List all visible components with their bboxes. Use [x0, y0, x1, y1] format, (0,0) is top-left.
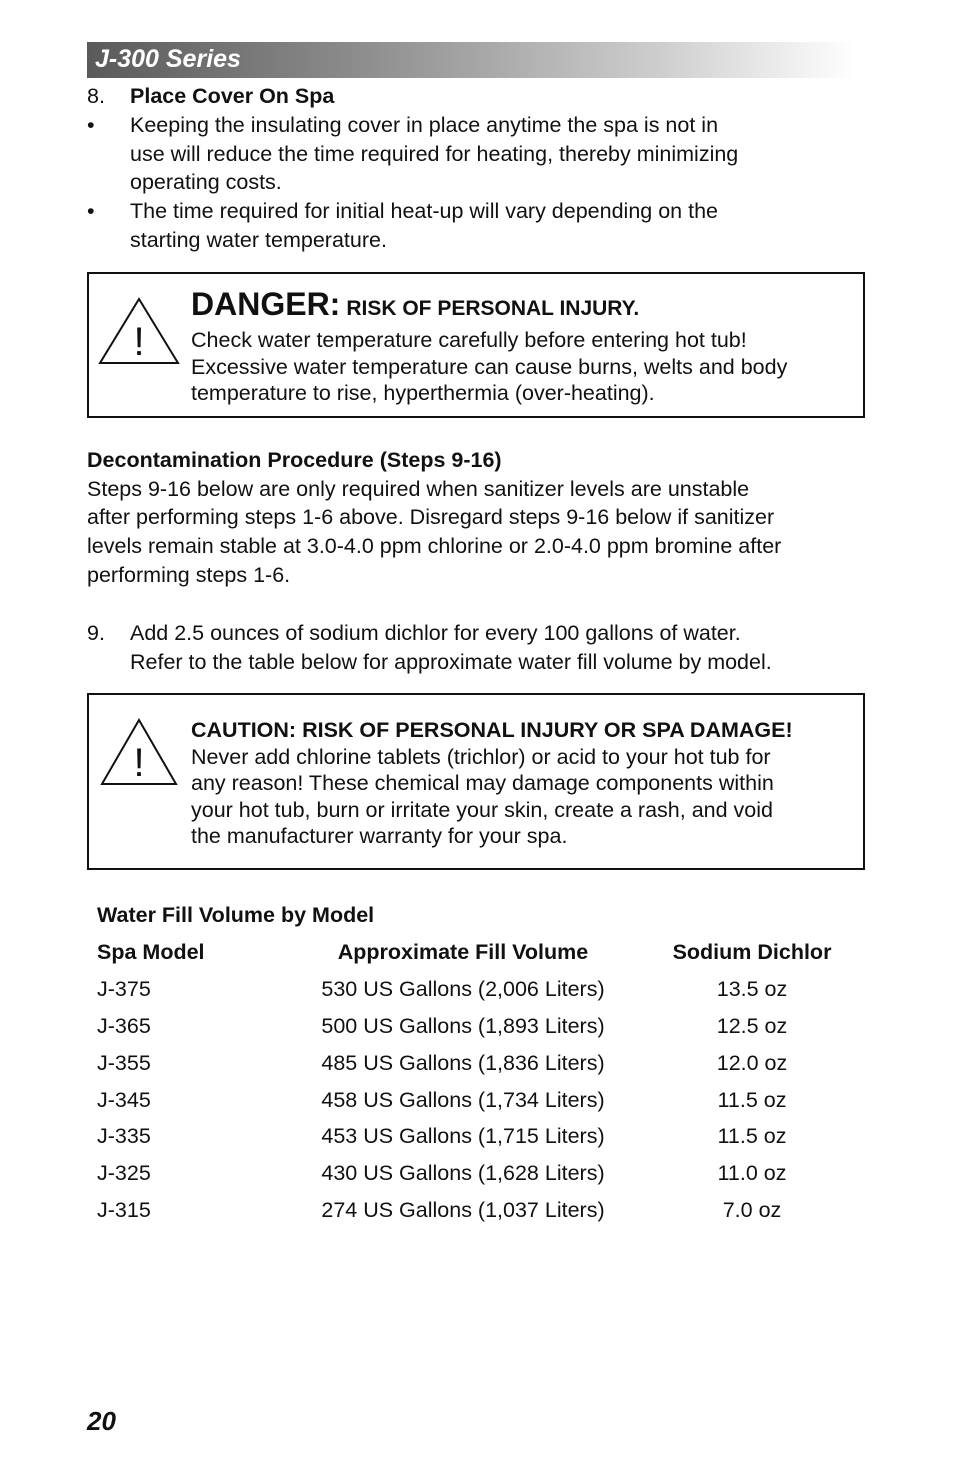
caution-line: the manufacturer warranty for your spa. — [191, 824, 568, 848]
step8-title: Place Cover On Spa — [130, 84, 335, 108]
bullet-marker: • — [87, 199, 95, 223]
table-row — [97, 1014, 857, 1044]
warning-triangle-icon — [97, 296, 181, 366]
table-cell-volume: 485 US Gallons (1,836 Liters) — [321, 1051, 605, 1075]
table-header-cell: Spa Model — [97, 940, 205, 964]
danger-subheading: RISK OF PERSONAL INJURY. — [346, 297, 640, 320]
decon-line: after performing steps 1-6 above. Disregard steps 9-16 below if sanitizer — [87, 505, 775, 529]
table-cell-volume: 274 US Gallons (1,037 Liters) — [321, 1198, 605, 1222]
caution-line: your hot tub, burn or irritate your skin, create a rash, and void — [191, 797, 773, 822]
table-cell-volume: 530 US Gallons (2,006 Liters) — [321, 977, 605, 1001]
bullet-line: Keeping the insulating cover in place anytime the spa is not in — [130, 113, 719, 137]
caution-heading: CAUTION: RISK OF PERSONAL INJURY OR SPA DAMAGE! — [191, 718, 793, 742]
decon-line: performing steps 1-6. — [87, 563, 291, 587]
table-cell-model: J-325 — [97, 1161, 151, 1185]
table-cell-volume: 453 US Gallons (1,715 Liters) — [321, 1124, 605, 1148]
decon-title: Decontamination Procedure (Steps 9-16) — [87, 448, 502, 472]
bullet-marker: • — [87, 113, 95, 137]
table-row — [97, 1051, 857, 1081]
table-cell-model: J-315 — [97, 1198, 151, 1222]
table-row — [97, 1124, 857, 1154]
warning-triangle-icon — [99, 717, 179, 787]
table-cell-dichlor: 13.5 oz — [716, 977, 788, 1001]
svg-text:!: ! — [133, 741, 145, 785]
danger-line: Excessive water temperature can cause burns, welts and body — [191, 354, 788, 379]
table-cell-volume: 458 US Gallons (1,734 Liters) — [321, 1088, 605, 1112]
caution-box — [87, 693, 865, 870]
table-header-cell: Sodium Dichlor — [672, 940, 832, 964]
table-cell-dichlor: 11.0 oz — [717, 1161, 787, 1185]
table-cell-model: J-345 — [97, 1088, 151, 1112]
caution-text — [191, 717, 863, 850]
caution-line: Never add chlorine tablets (trichlor) or acid to your hot tub for — [191, 744, 771, 769]
bullet-line: operating costs. — [130, 170, 282, 194]
step9-line: Add 2.5 ounces of sodium dichlor for every 100 gallons of water. — [130, 621, 741, 645]
table-header-cell: Approximate Fill Volume — [337, 940, 589, 964]
danger-text — [191, 286, 863, 407]
table-cell-volume: 500 US Gallons (1,893 Liters) — [321, 1014, 605, 1038]
table-cell-dichlor: 12.5 oz — [716, 1014, 788, 1038]
table-cell-dichlor: 11.5 oz — [717, 1124, 787, 1148]
table-row — [97, 1198, 857, 1228]
step8-number: 8. — [87, 84, 105, 108]
table-title: Water Fill Volume by Model — [97, 903, 375, 927]
page-number: 20 — [87, 1406, 116, 1436]
table-cell-dichlor: 11.5 oz — [717, 1088, 787, 1112]
table-cell-model: J-335 — [97, 1124, 151, 1148]
danger-box — [87, 272, 865, 418]
table-header-row — [97, 940, 857, 970]
bullet-line: starting water temperature. — [130, 228, 387, 252]
step9-line: Refer to the table below for approximate water fill volume by model. — [130, 650, 772, 674]
table-row — [97, 1161, 857, 1191]
bullet-line: The time required for initial heat-up will vary depending on the — [130, 199, 718, 223]
table-cell-volume: 430 US Gallons (1,628 Liters) — [321, 1161, 605, 1185]
step9-number: 9. — [87, 621, 105, 645]
table-cell-model: J-375 — [97, 977, 151, 1001]
table-cell-model: J-365 — [97, 1014, 151, 1038]
table-cell-dichlor: 12.0 oz — [716, 1051, 788, 1075]
caution-line: any reason! These chemical may damage components within — [191, 771, 774, 795]
svg-text:!: ! — [133, 320, 145, 364]
header-title: J-300 Series — [95, 45, 241, 73]
table-row — [97, 1088, 857, 1118]
danger-heading: DANGER: — [191, 286, 341, 322]
danger-line: Check water temperature carefully before entering hot tub! — [191, 328, 747, 352]
decon-line: levels remain stable at 3.0-4.0 ppm chlorine or 2.0-4.0 ppm bromine after — [87, 534, 782, 558]
table-cell-dichlor: 7.0 oz — [722, 1198, 782, 1222]
decon-line: Steps 9-16 below are only required when sanitizer levels are unstable — [87, 477, 750, 501]
danger-line: temperature to rise, hyperthermia (over-heating). — [191, 381, 655, 405]
table-cell-model: J-355 — [97, 1051, 151, 1075]
bullet-line: use will reduce the time required for heating, thereby minimizing — [130, 142, 739, 166]
table-row — [97, 977, 857, 1007]
